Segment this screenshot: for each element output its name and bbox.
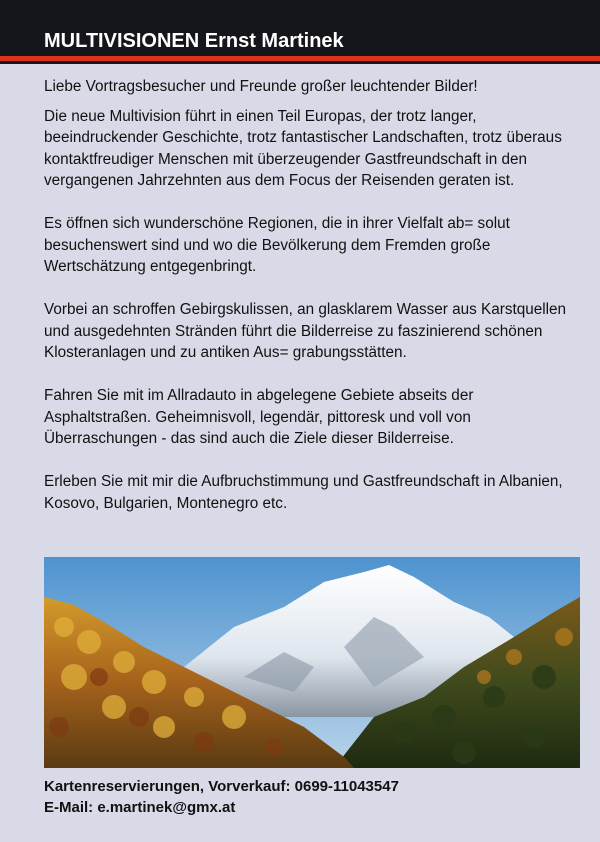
paragraph-regions: Es öffnen sich wunderschöne Regionen, die in ihrer Vielfalt ab= solut besuchenswert sind und wo die Bevölkerung dem Fremden große Wertschätzung entgegenbringt.	[44, 215, 510, 275]
paragraph-intro: Die neue Multivision führt in einen Teil Europas, der trotz langer, beeindruckender Geschichte, trotz fantastischer Landschaften, trotz überaus kontaktfreudiger Menschen mit überzeugender Gastfreundschaft in den vergangenen Jahrzehnten aus dem Focus der Reisenden geraten ist.	[44, 107, 562, 189]
header-bar	[0, 0, 600, 56]
paragraph-offroad: Fahren Sie mit im Allradauto in abgelegene Gebiete abseits der Asphaltstraßen. Geheimnisvoll, legendär, pittoresk und voll von Überraschungen - das sind auch die Ziele dieser Bilderreise.	[44, 387, 474, 447]
greeting-text: Liebe Vortragsbesucher und Freunde großer leuchtender Bilder!	[44, 78, 478, 95]
accent-stripe-dark	[0, 61, 600, 64]
page-title: MULTIVISIONEN Ernst Martinek	[44, 30, 344, 52]
main-text	[44, 76, 574, 536]
mountain-landscape-photo	[44, 557, 580, 768]
paragraph-countries: Erleben Sie mit mir die Aufbruchstimmung und Gastfreundschaft in Albanien, Kosovo, Bulgarien, Montenegro etc.	[44, 473, 563, 512]
paragraph-journey: Vorbei an schroffen Gebirgskulissen, an glasklarem Wasser aus Karstquellen und ausgedehnten Stränden führt die Bilderreise zu faszinierend schönen Klosteranlagen und zu antiken Aus= grabungsstätten.	[44, 301, 567, 361]
email-text: E-Mail: e.martinek@gmx.at	[44, 799, 236, 816]
ticket-reservation-text: Kartenreservierungen, Vorverkauf: 0699-11043547	[44, 778, 399, 795]
contact-info	[44, 776, 584, 818]
